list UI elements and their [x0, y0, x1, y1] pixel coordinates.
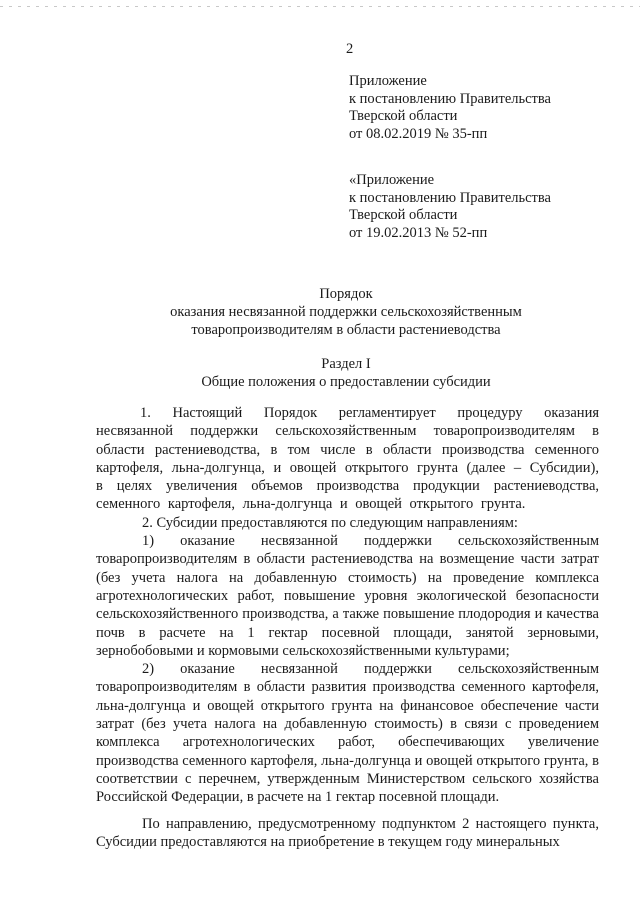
appendix-line: к постановлению Правительства: [349, 90, 551, 107]
section-number: Раздел I: [321, 356, 371, 372]
appendix-original-block: [349, 172, 551, 242]
page-number: 2: [346, 41, 354, 57]
document-title: [96, 285, 596, 339]
appendix-line: от 19.02.2013 № 52-пп: [349, 224, 488, 241]
section-name: Общие положения о предоставлении субсидии: [201, 374, 491, 390]
paragraph-1: 1. Настоящий Порядок регламентирует процедуру оказания несвязанной поддержки сельскохозяйственным товаропроизводителям в области растениеводства, в том числе в области производства семенного картофеля, льна-долгунца, и овощей открытого грунта (далее – Субсидии), в целях увеличения объемов производства продукции растениеводства, семенного картофеля, льна-долгунца и овощей открытого грунта.: [96, 405, 599, 513]
appendix-line: от 08.02.2019 № 35-пп: [349, 125, 488, 142]
title-subtitle-line: товаропроизводителям в области растениеводства: [191, 322, 501, 338]
appendix-line: Тверской области: [349, 207, 458, 223]
title-heading: Порядок: [319, 286, 373, 302]
appendix-current-block: [349, 73, 551, 143]
subparagraph-2-1: 1) оказание несвязанной поддержки сельскохозяйственным товаропроизводителям в области растениеводства на возмещение части затрат (без учета налога на добавленную стоимость) на проведение комплекса агротехнологических работ, повышение уровня экологической безопасности сельскохозяйственного производства, а также повышение плодородия и качества почв в расчете на 1 гектар посевной площади, занятой зерновыми, зернобобовыми и кормовыми сельскохозяйственными культурами;: [96, 533, 599, 659]
appendix-line: Приложение: [349, 73, 427, 89]
appendix-line: «Приложение: [349, 172, 435, 188]
appendix-line: к постановлению Правительства: [349, 189, 551, 206]
section-heading: [96, 355, 596, 391]
paragraph-2: 2. Субсидии предоставляются по следующим направлениям:: [142, 514, 518, 531]
appendix-line: Тверской области: [349, 108, 458, 124]
subparagraph-2-2: 2) оказание несвязанной поддержки сельскохозяйственным товаропроизводителям в области развития производства семенного картофеля, льна-долгунца и овощей открытого грунта на финансовое обеспечение части затрат (без учета налога на добавленную стоимость) в связи с проведением комплекса агротехнологических работ, обеспечивающих увеличение производства семенного картофеля, льна-долгунца и овощей открытого грунта, в соответствии с перечнем, утвержденным Министерством сельского хозяйства Российской Федерации, в расчете на 1 гектар посевной площади.: [96, 661, 599, 806]
document-body: [96, 404, 599, 851]
title-subtitle-line: оказания несвязанной поддержки сельскохозяйственным: [170, 304, 522, 320]
paragraph-3: По направлению, предусмотренному подпунктом 2 настоящего пункта, Субсидии предоставляются на приобретение в текущем году минеральных: [96, 815, 599, 850]
scan-artifact-line: [0, 6, 640, 7]
